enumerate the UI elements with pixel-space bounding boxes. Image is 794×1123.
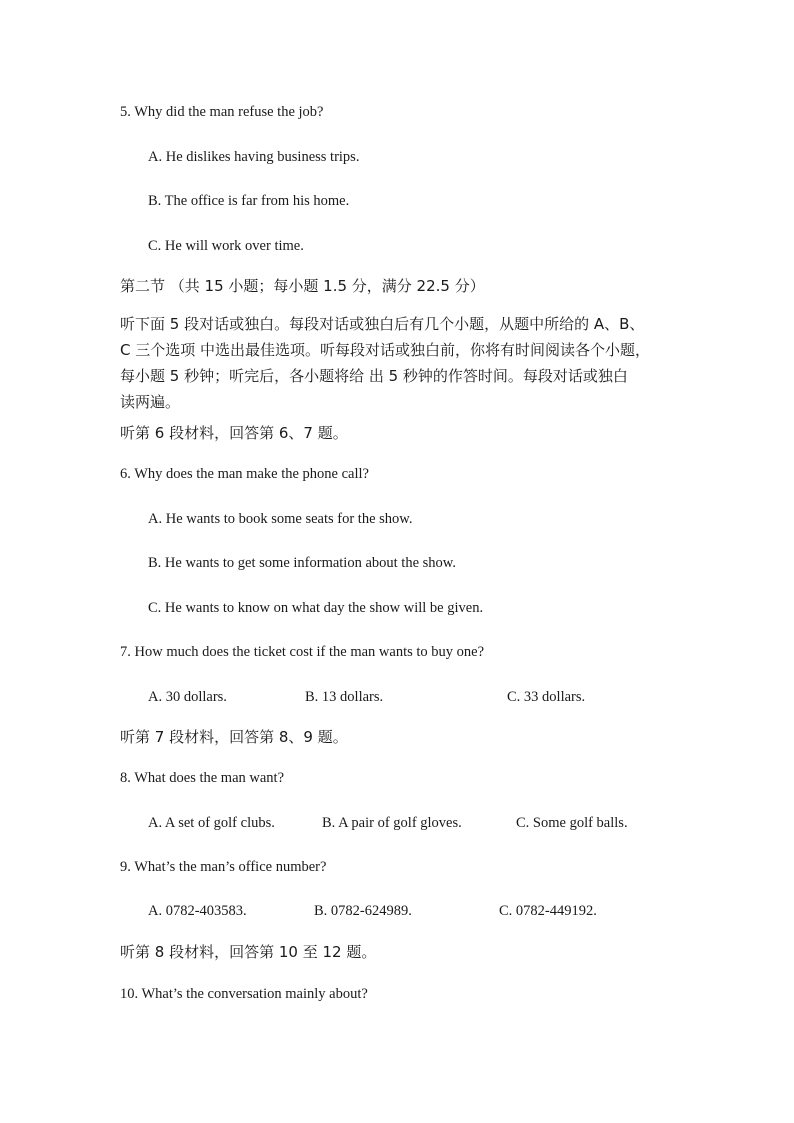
- instruction-line: 每小题 5 秒钟；听完后，各小题将给 出 5 秒钟的作答时间。每段对话或独白: [120, 367, 628, 385]
- q9-stem: 9. What’s the man’s office number?: [120, 859, 327, 875]
- q5-option-c: C. He will work over time.: [148, 238, 304, 254]
- q8-option-c: C. Some golf balls.: [516, 815, 628, 831]
- material-8-heading: 听第 8 段材料，回答第 10 至 12 题。: [120, 943, 377, 961]
- section-title: 第二节 （共 15 小题；每小题 1.5 分，满分 22.5 分）: [120, 277, 485, 295]
- q8-stem: 8. What does the man want?: [120, 770, 285, 786]
- q5-stem: 5. Why did the man refuse the job?: [120, 104, 324, 120]
- q6-option-c: C. He wants to know on what day the show will be given.: [148, 600, 484, 616]
- q10-stem: 10. What’s the conversation mainly about?: [120, 986, 368, 1002]
- instruction-line: 听下面 5 段对话或独白。每段对话或独白后有几个小题，从题中所给的 A、B、: [120, 315, 645, 333]
- q8-option-b: B. A pair of golf gloves.: [322, 815, 462, 831]
- q7-stem: 7. How much does the ticket cost if the man wants to buy one?: [120, 644, 485, 660]
- q7-option-a: A. 30 dollars.: [148, 689, 227, 705]
- section-instructions: [120, 311, 680, 415]
- q6-option-b: B. He wants to get some information about the show.: [148, 555, 456, 571]
- q5-option-a: A. He dislikes having business trips.: [148, 149, 360, 165]
- material-7-heading: 听第 7 段材料，回答第 8、9 题。: [120, 728, 348, 746]
- q6-stem: 6. Why does the man make the phone call?: [120, 466, 369, 482]
- q9-option-b: B. 0782-624989.: [314, 903, 412, 919]
- q9-options: [0, 901, 794, 921]
- instruction-line: C 三个选项 中选出最佳选项。听每段对话或独白前，你将有时间阅读各个小题，: [120, 341, 651, 359]
- q7-option-c: C. 33 dollars.: [507, 689, 586, 705]
- q8-option-a: A. A set of golf clubs.: [148, 815, 275, 831]
- q9-option-a: A. 0782-403583.: [148, 903, 247, 919]
- q6-option-a: A. He wants to book some seats for the show.: [148, 511, 413, 527]
- q7-option-b: B. 13 dollars.: [305, 689, 384, 705]
- material-6-heading: 听第 6 段材料，回答第 6、7 题。: [120, 424, 348, 442]
- q5-option-b: B. The office is far from his home.: [148, 193, 350, 209]
- q7-options: [0, 687, 794, 707]
- q9-option-c: C. 0782-449192.: [499, 903, 597, 919]
- instruction-line: 读两遍。: [120, 393, 181, 411]
- q8-options: [0, 813, 794, 833]
